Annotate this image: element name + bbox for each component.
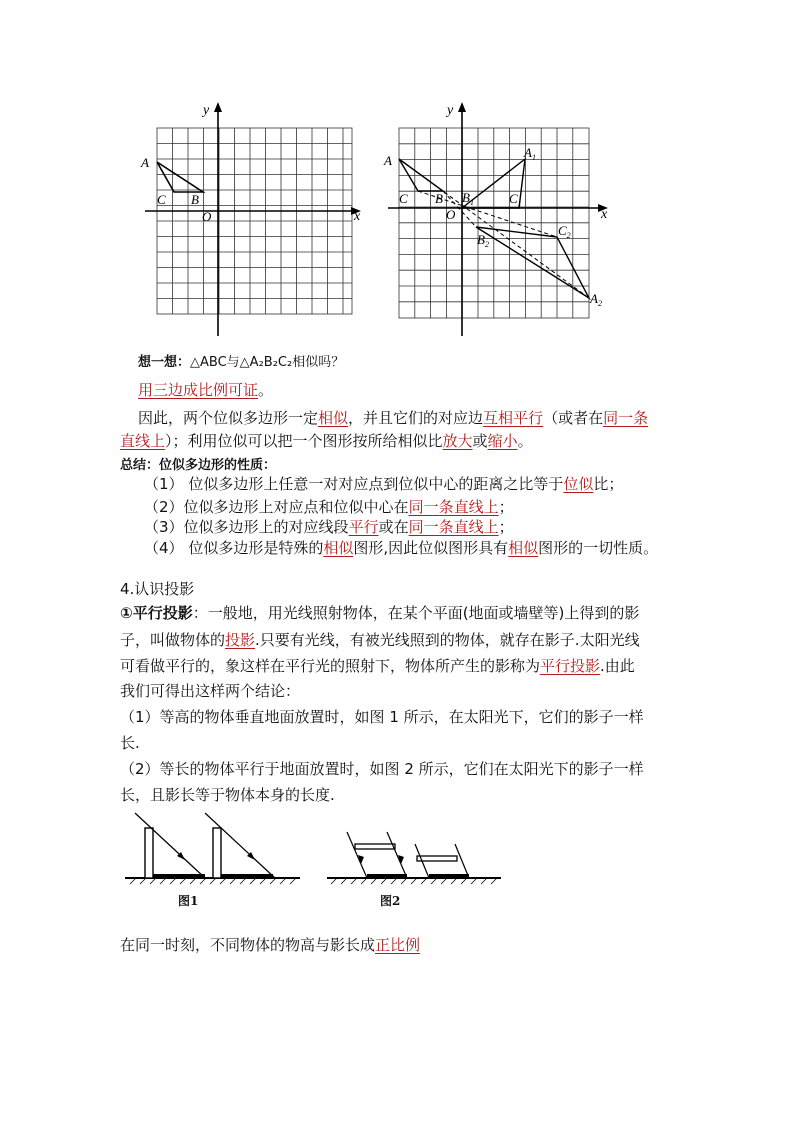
point-b2-label: $B_2$ [477,232,489,249]
conclusion-1-line-2: 长. [120,734,140,752]
point-a1-label: $A_1$ [524,145,536,162]
summary-item-1: （1） 位似多边形上任意一对对应点到位似中心的距离之比等于位似比； [144,475,624,493]
y-axis-label: y [203,103,210,118]
origin-label: O [202,209,212,224]
conclusion-line-1: 因此，两个位似多边形一定相似，并且它们的对应边互相平行（或者在同一条 [138,409,649,427]
triangle-abc [157,162,203,192]
conclusion-line-2: 直线上）；利用位似可以把一个图形按所给相似比放大或缩小。 [120,432,533,450]
point-c-label: C [399,191,408,206]
para1-line-1: ①平行投影：一般地，用光线照射物体，在某个平面(地面或墙壁等)上得到的影 [120,604,640,622]
point-c-label: C [157,192,166,207]
point-a-label: A [384,153,392,168]
figure-2-caption: 图2 [380,894,401,908]
para1-line-2: 子，叫做物体的投影.只要有光线，有被光线照到的物体，就存在影子.太阳光线 [120,631,640,649]
x-axis-label: x [354,209,361,224]
point-b1-label: $B_1$ [462,190,474,207]
summary-item-2: （2）位似多边形上对应点和位似中心在同一条直线上； [144,498,514,516]
summary-title: 总结：位似多边形的性质： [120,458,277,473]
summary-item-3: （3）位似多边形上的对应线段平行或在同一条直线上； [144,518,514,536]
coordinate-graph-right [380,100,620,340]
point-a2-label: $A_2$ [590,291,602,308]
point-a-label: A [141,155,149,170]
answer-line: 用三边成比例可证。 [138,381,274,399]
final-line: 在同一时刻，不同物体的物高与影长成正比例 [120,936,421,954]
para1-line-3: 可看做平行的，象这样在平行光的照射下，物体所产生的影称为平行投影.由此 [120,657,635,675]
origin-label: O [446,207,456,222]
conclusion-2-line-1: （2）等长的物体平行于地面放置时，如图 2 所示，它们在太阳光下的影子一样 [120,760,644,778]
conclusion-1-line-1: （1）等高的物体垂直地面放置时，如图 1 所示，在太阳光下，它们的影子一样 [120,708,644,726]
think-question: 想一想：△ABC与△A₂B₂C₂相似吗？ [138,355,345,370]
coordinate-graph-left [135,100,375,340]
para1-line-4: 我们可得出这样两个结论： [120,682,301,700]
triangle-a2b2c2 [476,227,589,298]
figure-1-caption: 图1 [178,894,199,908]
section-heading: 4.认识投影 [120,580,195,598]
summary-item-4: （4） 位似多边形是特殊的相似图形,因此位似图形具有相似图形的一切性质。 [144,539,659,557]
y-axis-label: y [447,103,454,118]
figure-2-shadows [325,830,505,890]
point-b-label: B [191,192,199,207]
x-axis-label: x [601,207,608,222]
figure-1-shadows [125,808,305,888]
point-b-label: B [435,191,443,206]
conclusion-2-line-2: 长，且影长等于物体本身的长度. [120,786,335,804]
point-c2-label: $C_2$ [558,223,571,240]
point-c1-label: $C_1$ [509,191,522,208]
